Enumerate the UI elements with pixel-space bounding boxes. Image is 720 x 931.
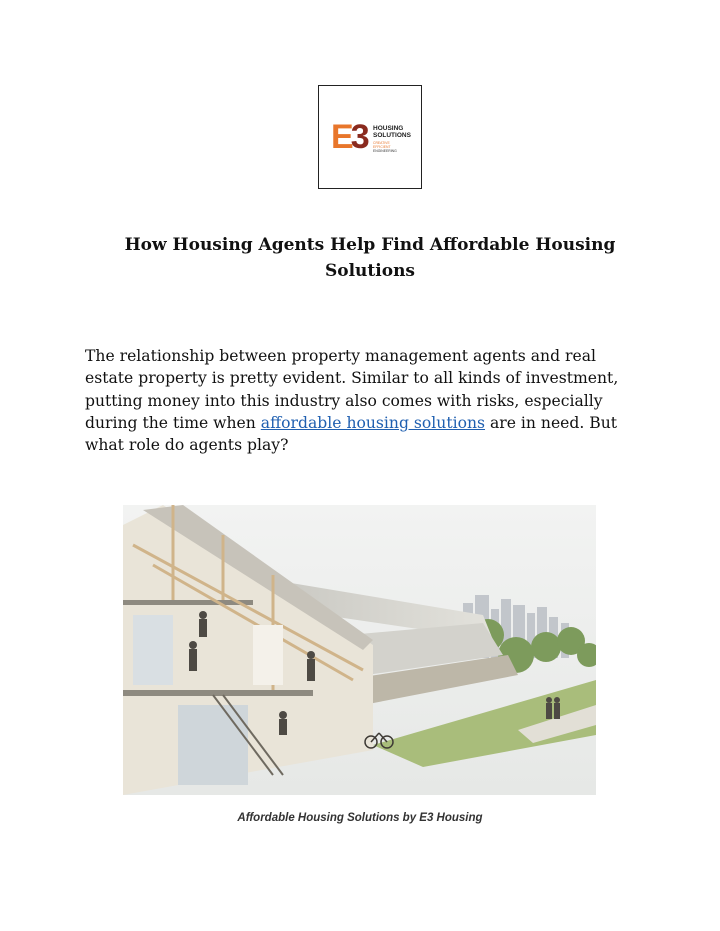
affordable-housing-link[interactable]: affordable housing solutions — [260, 413, 486, 432]
logo-mark: E3 — [331, 118, 367, 156]
logo-tagline: CREATIVE EFFICIENT ENGINEERING — [373, 141, 397, 153]
article-paragraph — [85, 345, 645, 456]
paragraph-text-after-link: are in need. But what role do agents play? — [85, 413, 618, 455]
company-logo — [318, 85, 422, 189]
paragraph-text-before-link: The relationship between property management agents and real estate property is pretty evident. Similar to all kinds of investment, putting money into this industry also comes with risks, especially during the time when — [85, 347, 619, 432]
housing-illustration — [123, 505, 596, 795]
logo-wordmark: HOUSING SOLUTIONS — [373, 125, 411, 139]
article-title: How Housing Agents Help Find Affordable Housing Solutions — [124, 235, 616, 281]
figure-caption: Affordable Housing Solutions by E3 Housing — [237, 812, 483, 824]
